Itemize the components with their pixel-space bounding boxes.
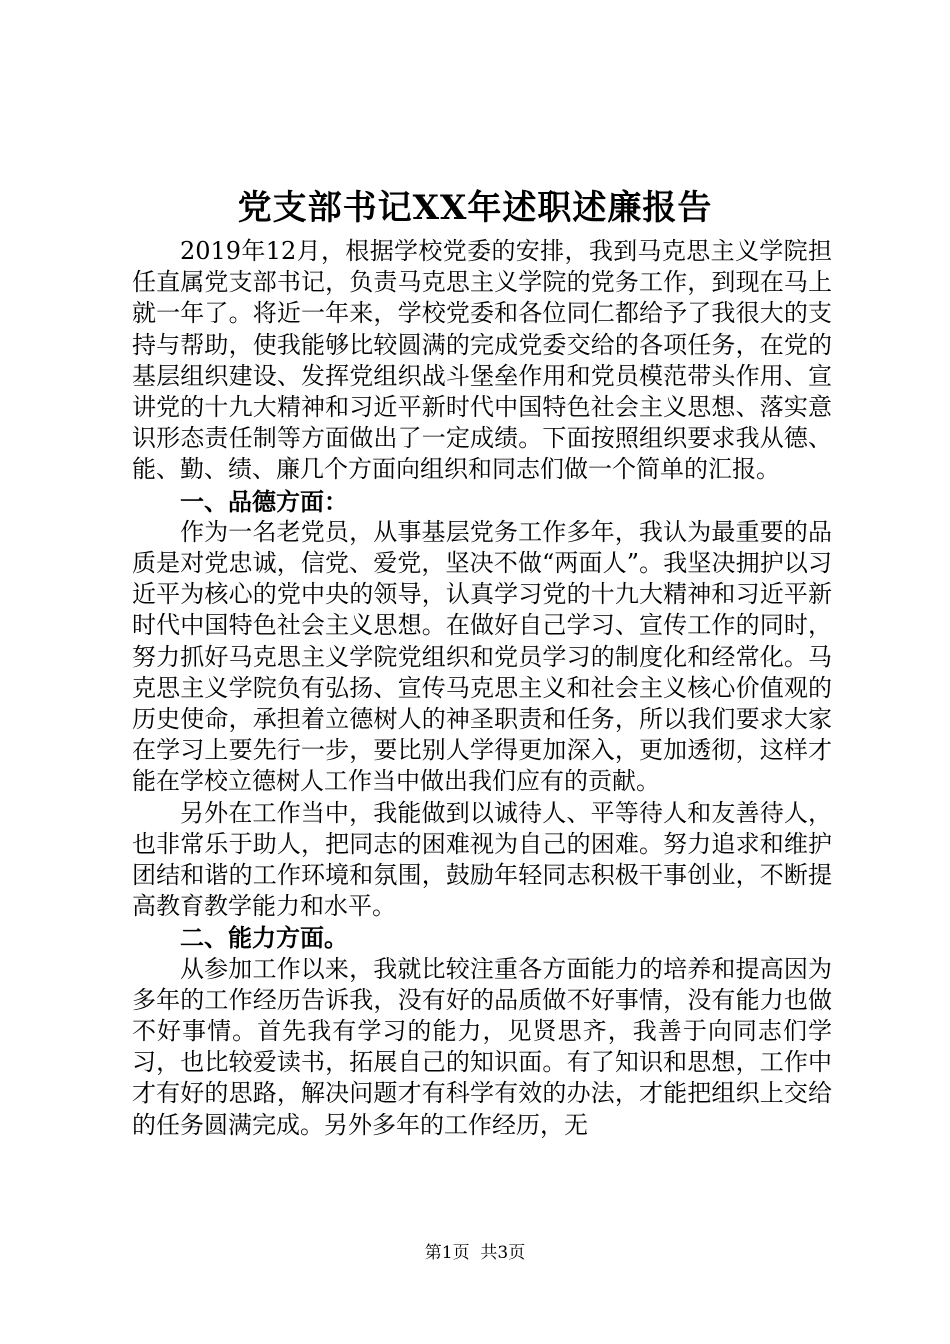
section-heading-ability: 二、能力方面。 (180, 923, 348, 953)
document-body (132, 236, 832, 1141)
page-footer: 第1页 共3页 (424, 1243, 526, 1263)
paragraph-ability-1: 从参加工作以来，我就比较注重各方面能力的培养和提高因为多年的工作经历告诉我，没有好的品质做不好事情，没有能力也做不好事情。首先我有学习的能力，见贤思齐，我善于向同志们学习，也比较爱读书，拓展自己的知识面。有了知识和思想，工作中才有好的思路，解决问题才有科学有效的办法，才能把组织上交给的任务圆满完成。另外多年的工作经历，无 (132, 954, 832, 1139)
section-heading-morality: 一、品德方面： (180, 486, 348, 516)
paragraph-morality-2: 另外在工作当中，我能做到以诚待人、平等待人和友善待人，也非常乐于助人，把同志的困难视为自己的困难。努力追求和维护团结和谐的工作环境和氛围，鼓励年轻同志积极干事创业，不断提高教育教学能力和水平。 (132, 798, 832, 921)
document-title: 党支部书记XX年述职述廉报告 (237, 188, 713, 228)
paragraph-morality-1: 作为一名老党员，从事基层党务工作多年，我认为最重要的品质是对党忠诚，信党、爱党，坚决不做“两面人”。我坚决拥护以习近平为核心的党中央的领导，认真学习党的十九大精神和习近平新时代中国特色社会主义思想。在做好自己学习、宣传工作的同时，努力抓好马克思主义学院党组织和党员学习的制度化和经常化。马克思主义学院负有弘扬、宣传马克思主义和社会主义核心价值观的历史使命，承担着立德树人的神圣职责和任务，所以我们要求大家在学习上要先行一步，要比别人学得更加深入，更加透彻，这样才能在学校立德树人工作当中做出我们应有的贡献。 (132, 517, 832, 796)
paragraph-intro: 2019年12月，根据学校党委的安排，我到马克思主义学院担任直属党支部书记，负责马克思主义学院的党务工作，到现在马上就一年了。将近一年来，学校党委和各位同仁都给予了我很大的支持与帮助，使我能够比较圆满的完成党委交给的各项任务，在党的基层组织建设、发挥党组织战斗堡垒作用和党员模范带头作用、宣讲党的十九大精神和习近平新时代中国特色社会主义思想、落实意识形态责任制等方面做出了一定成绩。下面按照组织要求我从德、能、勤、绩、廉几个方面向组织和同志们做一个简单的汇报。 (132, 237, 832, 484)
